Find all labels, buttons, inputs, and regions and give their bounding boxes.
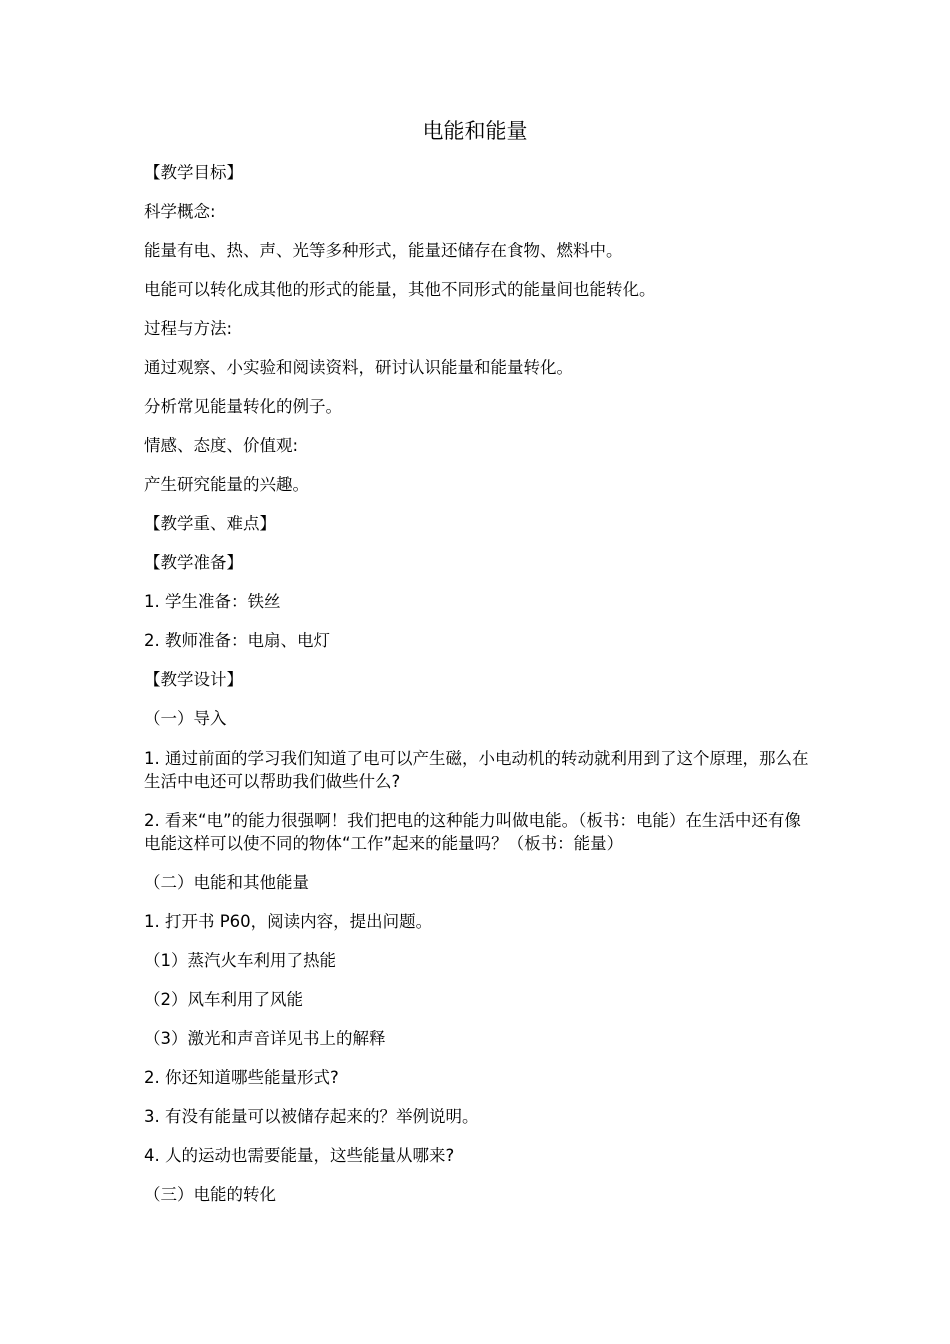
paragraph: 1. 打开书 P60，阅读内容，提出问题。 xyxy=(144,912,433,931)
document-title: 电能和能量 xyxy=(422,119,528,143)
paragraph: 过程与方法: xyxy=(144,319,233,338)
paragraph: 4. 人的运动也需要能量，这些能量从哪来? xyxy=(144,1146,455,1165)
paragraph: （1）蒸汽火车利用了热能 xyxy=(144,951,336,970)
subsection-heading: （三）电能的转化 xyxy=(144,1185,276,1204)
paragraph: 分析常见能量转化的例子。 xyxy=(144,397,342,416)
paragraph: 情感、态度、价值观: xyxy=(144,436,299,455)
paragraph: 3. 有没有能量可以被储存起来的？举例说明。 xyxy=(144,1107,479,1126)
paragraph: 2. 你还知道哪些能量形式? xyxy=(144,1068,339,1087)
section-heading-objectives: 【教学目标】 xyxy=(144,163,243,182)
subsection-heading: （一）导入 xyxy=(144,709,227,728)
paragraph: 科学概念: xyxy=(144,202,216,221)
section-heading-design: 【教学设计】 xyxy=(144,670,243,689)
section-heading-preparation: 【教学准备】 xyxy=(144,553,243,572)
paragraph: 2. 教师准备：电扇、电灯 xyxy=(144,631,330,650)
paragraph: 能量有电、热、声、光等多种形式，能量还储存在食物、燃料中。 xyxy=(144,241,623,260)
paragraph: 1. 学生准备：铁丝 xyxy=(144,592,281,611)
paragraph: （3）激光和声音详见书上的解释 xyxy=(144,1029,386,1048)
paragraph: 电能可以转化成其他的形式的能量，其他不同形式的能量间也能转化。 xyxy=(144,280,656,299)
subsection-heading: （二）电能和其他能量 xyxy=(144,873,309,892)
paragraph: 2. 看来“电”的能力很强啊！我们把电的这种能力叫做电能。（板书：电能）在生活中还有像电能这样可以使不同的物体“工作”起来的能量吗？（板书：能量） xyxy=(144,811,801,853)
paragraph: 产生研究能量的兴趣。 xyxy=(144,475,309,494)
paragraph: （2）风车利用了风能 xyxy=(144,990,303,1009)
paragraph: 通过观察、小实验和阅读资料，研讨认识能量和能量转化。 xyxy=(144,358,573,377)
section-heading-key-points: 【教学重、难点】 xyxy=(144,514,276,533)
paragraph: 1. 通过前面的学习我们知道了电可以产生磁，小电动机的转动就利用到了这个原理，那么在生活中电还可以帮助我们做些什么? xyxy=(144,749,809,791)
